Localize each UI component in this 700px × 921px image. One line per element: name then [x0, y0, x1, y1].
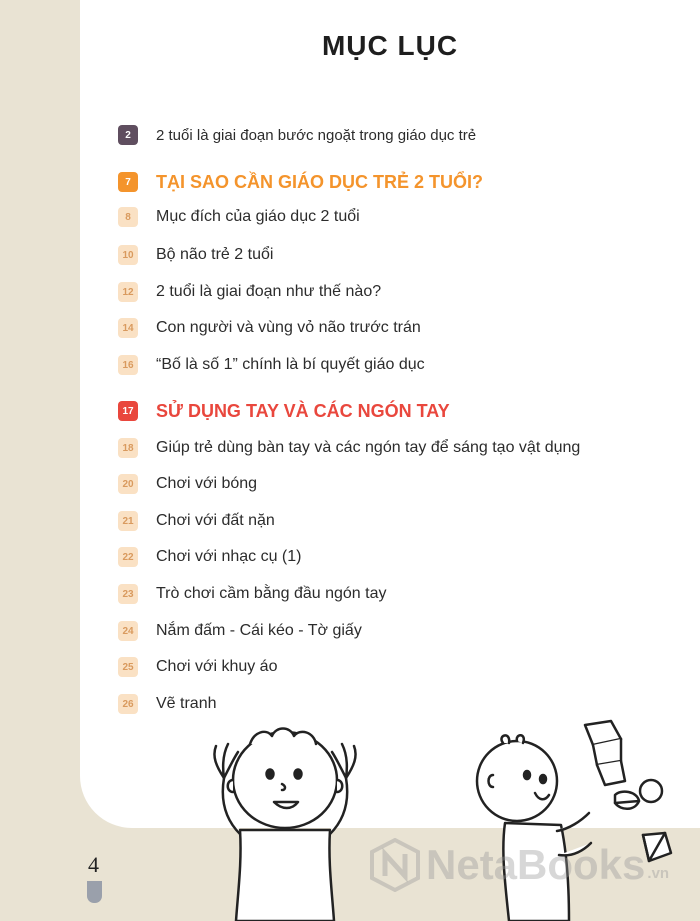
section-label: TẠI SAO CẦN GIÁO DỤC TRẺ 2 TUỔI?: [156, 171, 484, 192]
toc-entry[interactable]: [118, 355, 425, 375]
toc-entry[interactable]: [118, 547, 301, 567]
toc-entry[interactable]: [118, 584, 386, 604]
entry-label: Mục đích của giáo dục 2 tuổi: [156, 208, 360, 225]
toc-entry[interactable]: [118, 245, 273, 265]
page-number: 4: [88, 852, 99, 877]
toc-entry[interactable]: [118, 694, 216, 714]
entry-label: Bộ não trẻ 2 tuổi: [156, 246, 274, 263]
entry-label: Vẽ tranh: [156, 695, 217, 712]
toc-entry[interactable]: [118, 621, 362, 641]
page-title: MỤC LỤC: [321, 30, 459, 61]
page-badge: 8: [118, 207, 138, 227]
page-badge: 17: [118, 401, 138, 421]
toc-entry[interactable]: [118, 438, 580, 458]
page-badge: 26: [118, 694, 138, 714]
page-badge: 21: [118, 511, 138, 531]
child-arms-raised-drawing: [200, 722, 370, 921]
toc-entry[interactable]: [118, 474, 257, 494]
toc-entry[interactable]: [118, 657, 277, 677]
page-badge: 12: [118, 282, 138, 302]
entry-label: 2 tuổi là giai đoạn bước ngoặt trong giáo dục trẻ: [156, 126, 477, 144]
entry-label: “Bố là số 1” chính là bí quyết giáo dục: [156, 356, 425, 373]
child-playing-with-shapes-drawing: [465, 735, 680, 921]
entry-label: Chơi với đất nặn: [156, 512, 275, 529]
watermark-suffix: .vn: [647, 865, 670, 882]
entry-label: Chơi với bóng: [156, 475, 258, 492]
toc-entry[interactable]: [118, 318, 421, 338]
page-badge: 16: [118, 355, 138, 375]
entry-label: Nắm đấm - Cái kéo - Tờ giấy: [156, 622, 362, 639]
page-badge: 14: [118, 318, 138, 338]
page-badge: 10: [118, 245, 138, 265]
section-label: SỬ DỤNG TAY VÀ CÁC NGÓN TAY: [156, 400, 450, 421]
page-badge: 25: [118, 657, 138, 677]
page-tab-marker: [87, 881, 102, 903]
page-badge: 24: [118, 621, 138, 641]
page-badge: 23: [118, 584, 138, 604]
entry-label: 2 tuổi là giai đoạn như thế nào?: [156, 283, 382, 300]
toc-entry-intro[interactable]: [118, 125, 476, 145]
toc-entry[interactable]: [118, 282, 381, 302]
page-badge: 2: [118, 125, 138, 145]
watermark: [368, 838, 669, 892]
toc-entry[interactable]: [118, 207, 360, 227]
entry-label: Con người và vùng vỏ não trước trán: [156, 319, 421, 336]
entry-label: Trò chơi cầm bằng đầu ngón tay: [156, 585, 387, 602]
toc-section-heading[interactable]: [118, 172, 483, 192]
toc-entry[interactable]: [118, 511, 275, 531]
toc-section-heading[interactable]: [118, 401, 450, 421]
watermark-logo-icon: [368, 838, 422, 892]
watermark-text: NetaBooks: [426, 841, 646, 888]
entry-label: Chơi với khuy áo: [156, 658, 278, 675]
page-badge: 18: [118, 438, 138, 458]
entry-label: Giúp trẻ dùng bàn tay và các ngón tay để sáng tạo vật dụng: [156, 439, 581, 456]
entry-label: Chơi với nhạc cụ (1): [156, 548, 302, 565]
page-badge: 22: [118, 547, 138, 567]
page-badge: 7: [118, 172, 138, 192]
page-badge: 20: [118, 474, 138, 494]
